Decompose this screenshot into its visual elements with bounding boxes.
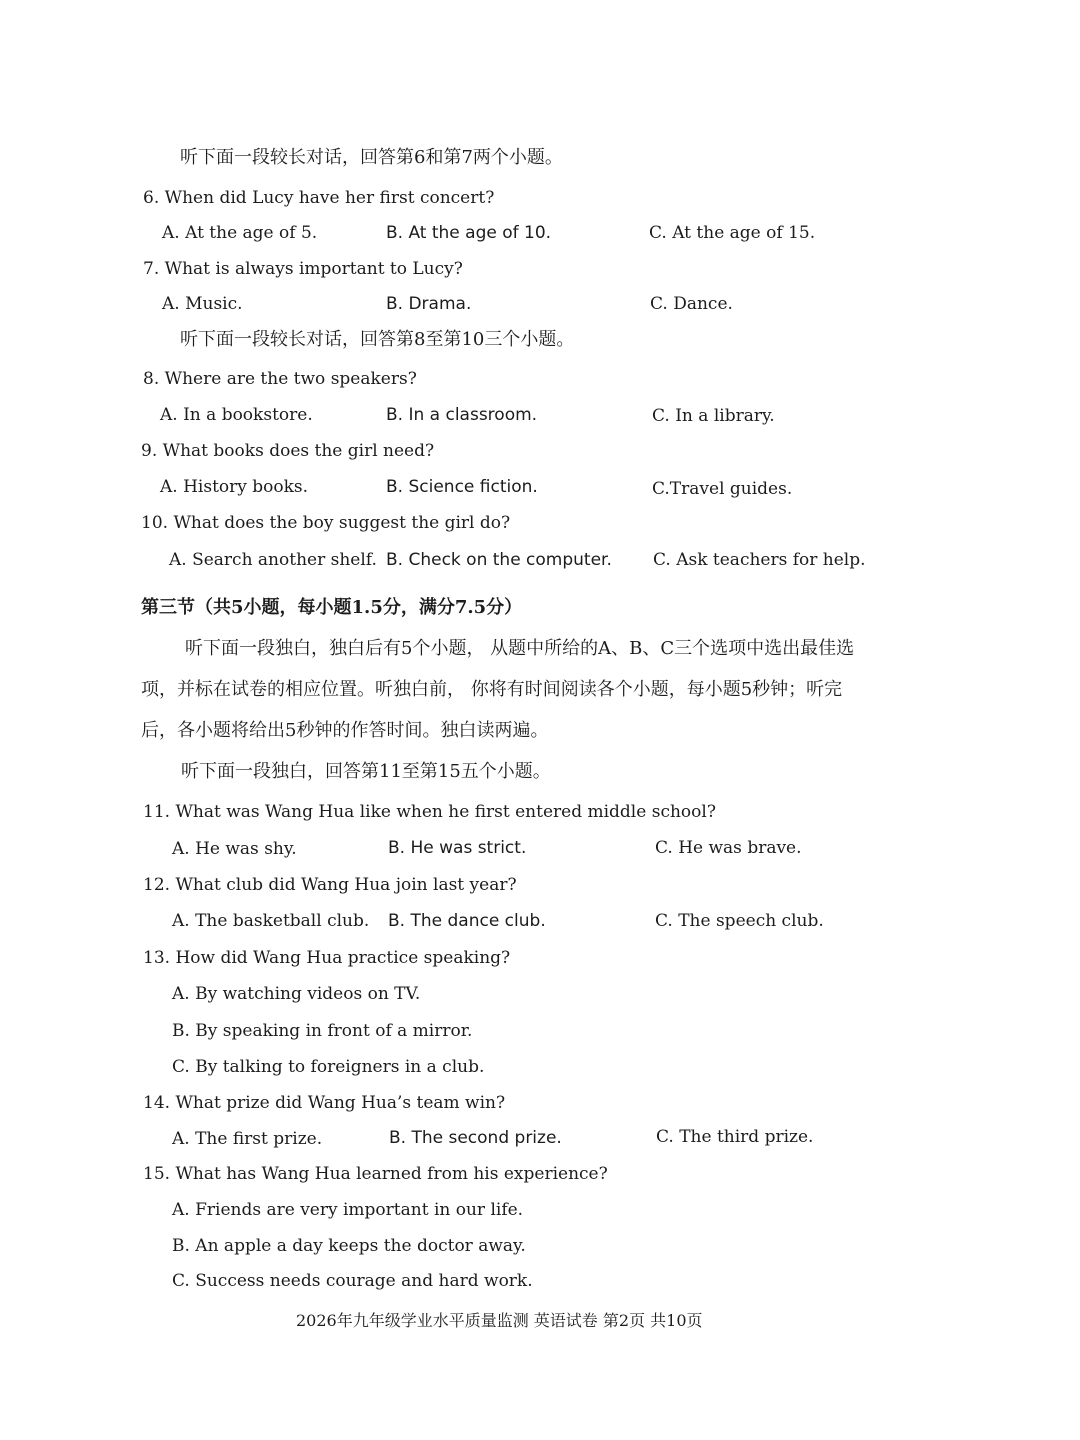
instruction-q6-7: 听下面一段较长对话，回答第6和第7两个小题。 [180, 147, 563, 168]
question-11-option-b: B. He was strict. [388, 838, 527, 858]
section-3-title: 第三节（共5小题，每小题1.5分，满分7.5分） [141, 597, 523, 618]
question-14-option-c: C. The third prize. [656, 1127, 814, 1147]
question-11-option-c: C. He was brave. [655, 838, 802, 858]
question-7-stem: 7. What is always important to Lucy? [143, 259, 463, 279]
instruction-q8-10: 听下面一段较长对话，回答第8至第10三个小题。 [180, 329, 575, 350]
question-7-option-c: C. Dance. [650, 294, 733, 314]
question-8-option-b: B. In a classroom. [386, 405, 538, 425]
question-7-option-b: B. Drama. [386, 294, 472, 314]
question-14-option-a: A. The first prize. [172, 1129, 323, 1149]
page-footer: 2026年九年级学业水平质量监测 英语试卷 第2页 共10页 [296, 1311, 703, 1330]
question-12-stem: 12. What club did Wang Hua join last year? [143, 875, 517, 895]
question-8-option-c: C. In a library. [652, 406, 775, 426]
question-12-option-c: C. The speech club. [655, 911, 824, 931]
question-8-stem: 8. Where are the two speakers? [143, 369, 417, 389]
question-12-option-b: B. The dance club. [388, 911, 546, 931]
question-6-option-b: B. At the age of 10. [386, 223, 552, 243]
question-6-option-c: C. At the age of 15. [649, 223, 816, 243]
question-6-option-a: A. At the age of 5. [162, 223, 318, 243]
section-3-paragraph-line-3: 后，各小题将给出5秒钟的作答时间。独白读两遍。 [141, 720, 549, 741]
question-6-stem: 6. When did Lucy have her first concert? [143, 188, 495, 208]
question-9-option-c: C.Travel guides. [652, 479, 793, 499]
question-12-option-a: A. The basketball club. [172, 911, 370, 931]
question-15-option-c: C. Success needs courage and hard work. [172, 1271, 533, 1291]
question-15-stem: 15. What has Wang Hua learned from his experience? [143, 1164, 608, 1184]
question-9-option-a: A. History books. [160, 477, 309, 497]
question-13-option-b: B. By speaking in front of a mirror. [172, 1021, 473, 1041]
question-9-option-b: B. Science fiction. [386, 477, 538, 497]
question-13-stem: 13. How did Wang Hua practice speaking? [143, 948, 511, 968]
question-11-stem: 11. What was Wang Hua like when he first entered middle school? [143, 802, 716, 822]
question-14-stem: 14. What prize did Wang Hua’s team win? [143, 1093, 506, 1113]
question-7-option-a: A. Music. [162, 294, 243, 314]
question-10-option-b: B. Check on the computer. [386, 550, 612, 570]
question-13-option-a: A. By watching videos on TV. [172, 984, 421, 1004]
question-13-option-c: C. By talking to foreigners in a club. [172, 1057, 485, 1077]
section-3-paragraph-line-1: 听下面一段独白，独白后有5个小题， 从题中所给的A、B、C三个选项中选出最佳选 [185, 638, 855, 659]
question-15-option-b: B. An apple a day keeps the doctor away. [172, 1236, 526, 1256]
question-11-option-a: A. He was shy. [172, 839, 297, 859]
question-9-stem: 9. What books does the girl need? [141, 441, 435, 461]
question-10-option-a: A. Search another shelf. [169, 550, 377, 570]
section-3-paragraph-line-2: 项，并标在试卷的相应位置。听独白前， 你将有时间阅读各个小题，每小题5秒钟；听完 [141, 679, 843, 700]
instruction-q11-15: 听下面一段独白，回答第11至第15五个小题。 [181, 761, 551, 782]
question-8-option-a: A. In a bookstore. [160, 405, 313, 425]
question-10-stem: 10. What does the boy suggest the girl do? [141, 513, 511, 533]
question-15-option-a: A. Friends are very important in our life. [172, 1200, 524, 1220]
question-10-option-c: C. Ask teachers for help. [653, 550, 866, 570]
question-14-option-b: B. The second prize. [389, 1128, 562, 1148]
